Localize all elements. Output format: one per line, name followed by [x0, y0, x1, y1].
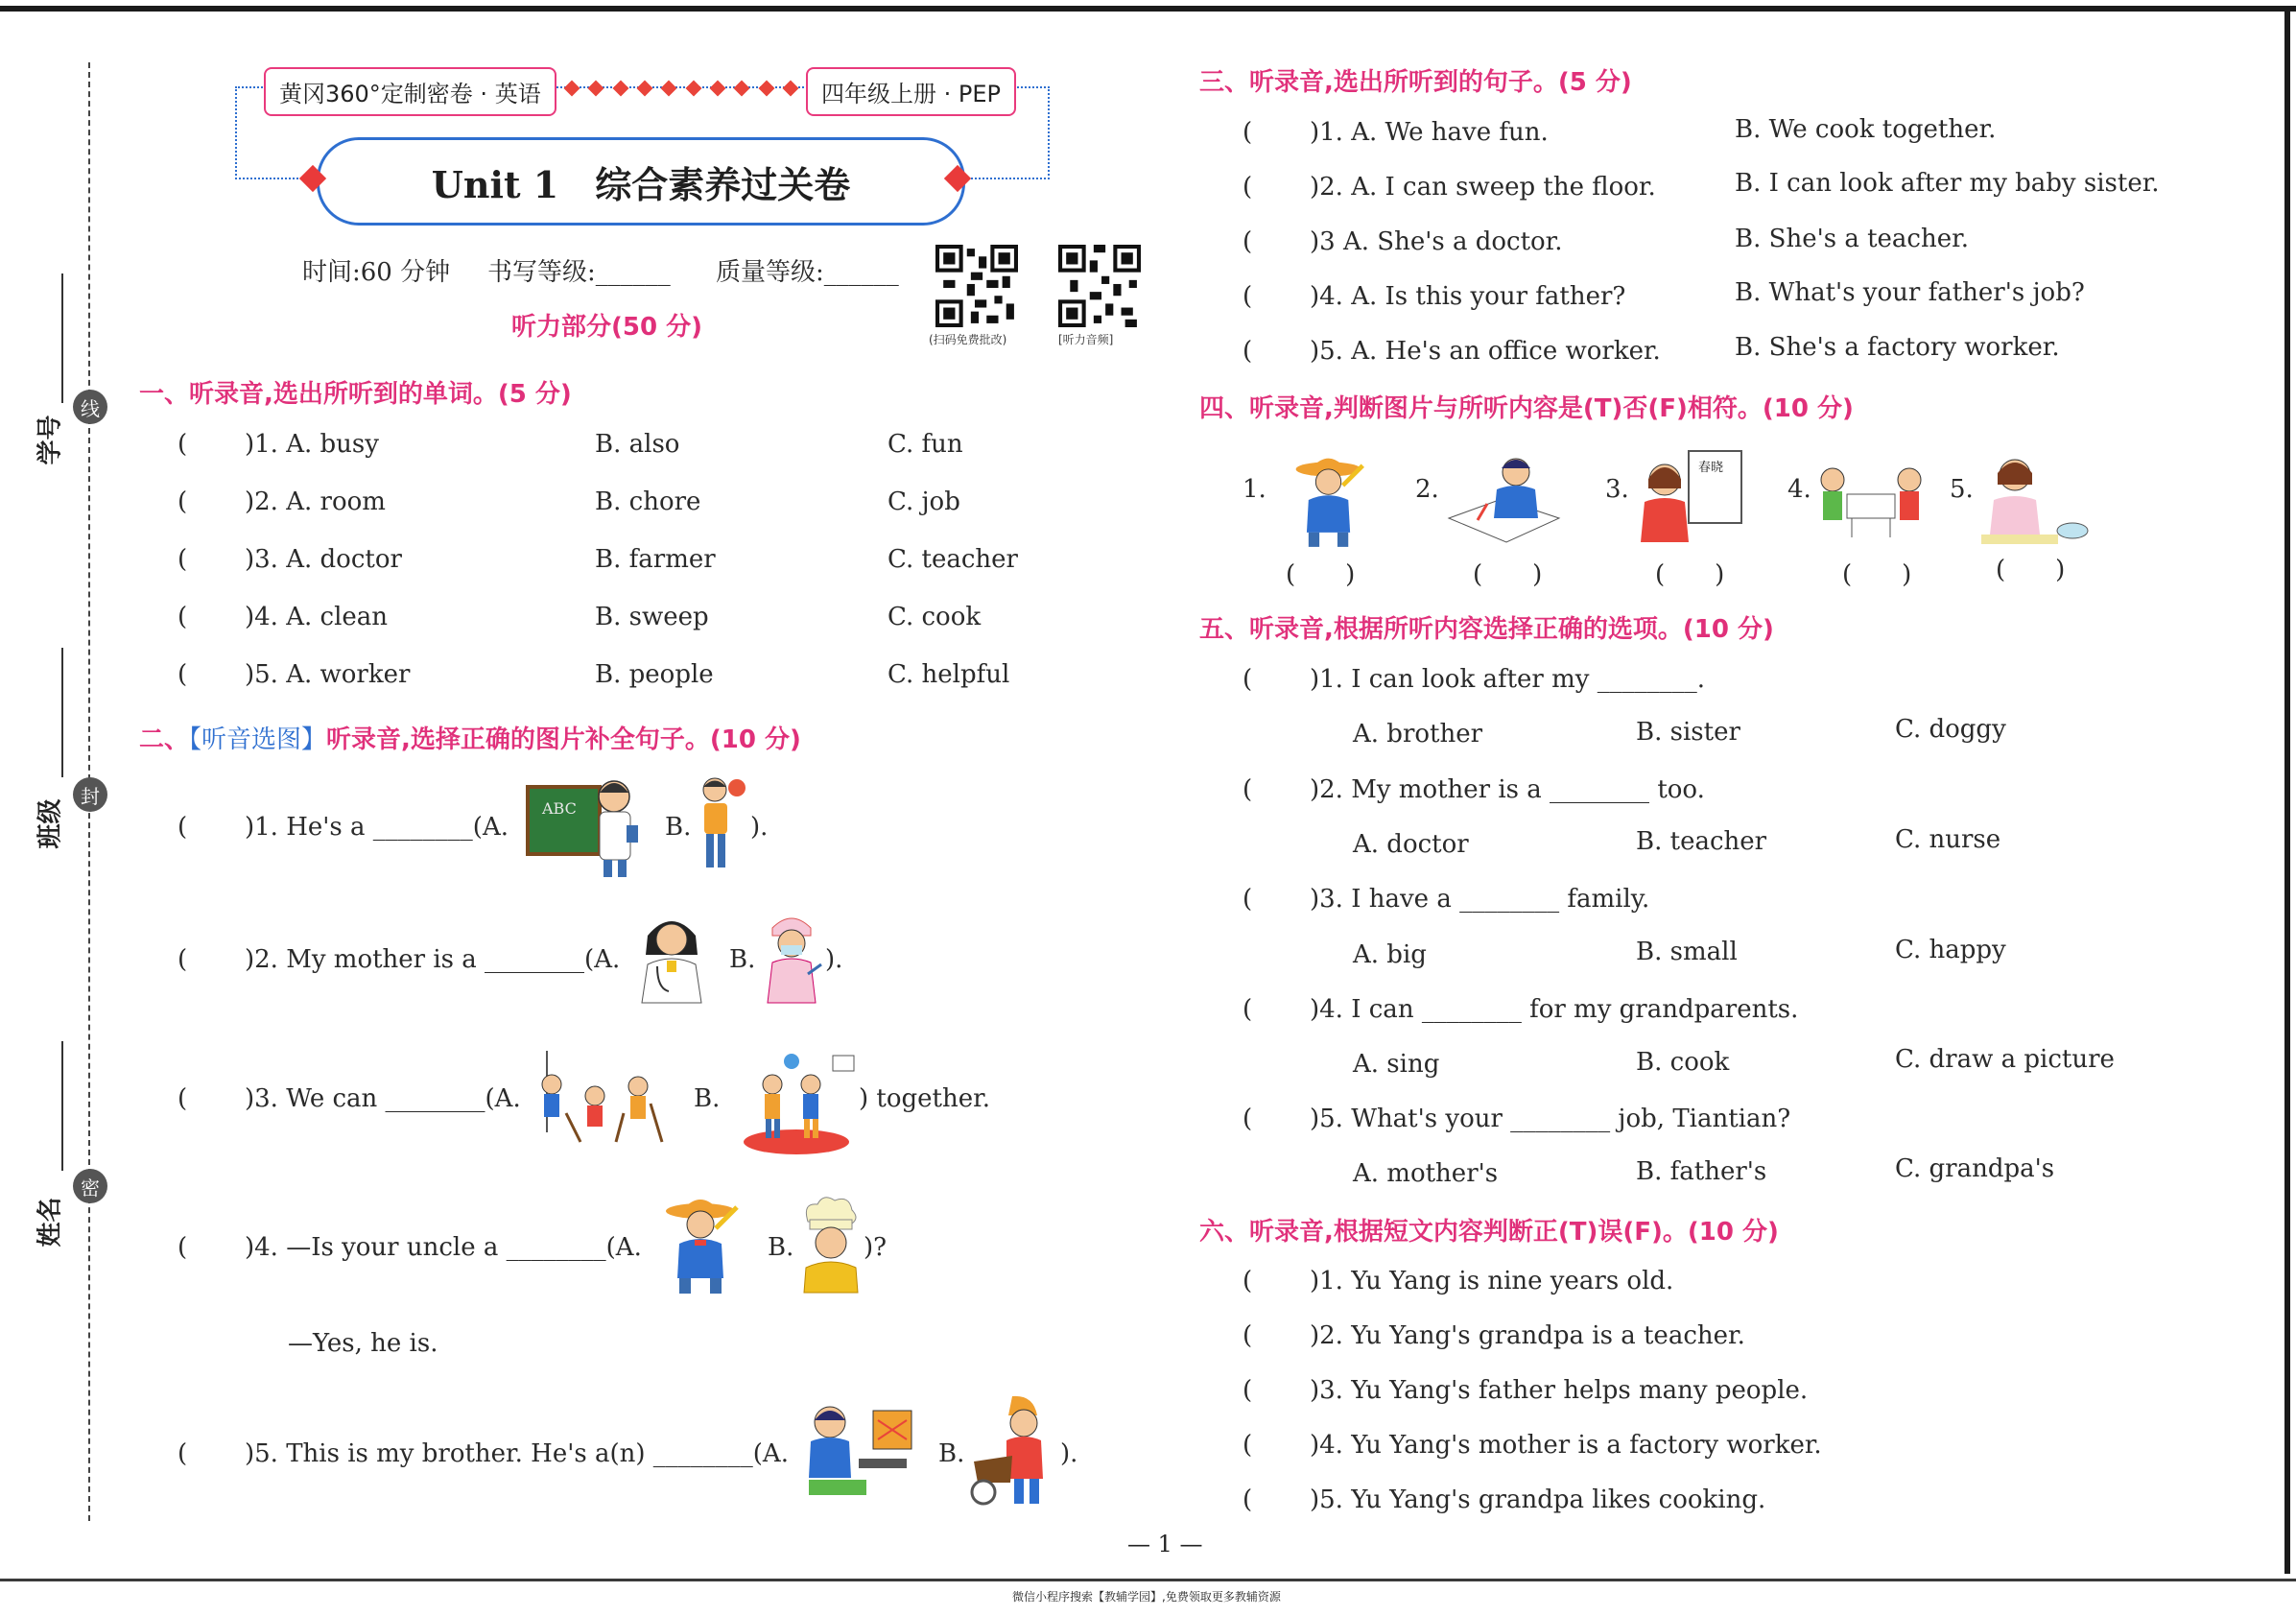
- s4-answer-paren-3: ( ): [1655, 560, 1725, 589]
- s2-q1-text: )1. He's a ________(A.: [245, 813, 509, 842]
- s5-q3-b: B. small: [1636, 938, 1738, 966]
- s4-label-5: 5.: [1950, 475, 1974, 504]
- s5-q2-a: A. doctor: [1353, 830, 1469, 859]
- s4-farmer-picture: [1290, 446, 1367, 552]
- s2-q3-b-label: B.: [694, 1084, 721, 1113]
- s1-q1-a: )1. A. busy: [245, 430, 379, 459]
- s2-q1-close: ).: [750, 813, 769, 842]
- answer-paren: (: [178, 603, 188, 631]
- s6-q1: )1. Yu Yang is nine years old.: [1310, 1267, 1674, 1295]
- s4-answer-paren-4: ( ): [1842, 560, 1912, 589]
- s4-drawing-picture: [1444, 451, 1569, 547]
- s4-teacher-picture: [1631, 446, 1746, 552]
- binding-mark-seal: 封: [73, 777, 107, 812]
- s4-chess-picture: [1813, 461, 1929, 542]
- s2-q4-answer: —Yes, he is.: [288, 1329, 438, 1358]
- s5-q5-c: C. grandpa's: [1895, 1154, 2055, 1183]
- s3-q5-b: B. She's a factory worker.: [1735, 333, 2060, 362]
- s4-cooking-picture: [1976, 446, 2092, 552]
- s2-q2-text: )2. My mother is a ________(A.: [245, 945, 621, 974]
- s2-q5-close: ).: [1060, 1439, 1078, 1468]
- s1-q4-a: )4. A. clean: [245, 603, 389, 631]
- s5-q5-stem: )5. What's your ________ job, Tiantian?: [1310, 1105, 1791, 1133]
- answer-paren: (: [1243, 885, 1253, 914]
- s3-q1-a: )1. A. We have fun.: [1310, 118, 1549, 147]
- playing-basketball-picture: [739, 1046, 859, 1156]
- s1-q5-c: C. helpful: [888, 660, 1010, 689]
- s3-q4-b: B. What's your father's job?: [1735, 278, 2085, 307]
- name-label: 姓名: [36, 1197, 65, 1248]
- qr-caption-grading: (扫码免费批改): [929, 333, 1007, 346]
- s3-q4-a: )4. A. Is this your father?: [1310, 282, 1626, 311]
- s4-answer-paren-2: ( ): [1473, 560, 1543, 589]
- section5-title: 五、听录音,根据所听内容选择正确的选项。(10 分): [1199, 615, 1774, 644]
- s1-q5-a: )5. A. worker: [245, 660, 411, 689]
- writing-grade: 书写等级:______: [487, 258, 671, 287]
- class-label: 班级: [36, 798, 65, 849]
- right-border: [2284, 10, 2290, 1574]
- answer-paren: (: [178, 660, 188, 689]
- s3-q5-a: )5. A. He's an office worker.: [1310, 337, 1661, 366]
- s4-label-2: 2.: [1415, 475, 1439, 504]
- student-id-write-line: [61, 273, 63, 403]
- answer-paren: (: [178, 545, 188, 574]
- office-worker-picture: [801, 1401, 916, 1502]
- s3-q3-a: )3 A. She's a doctor.: [1310, 227, 1563, 256]
- section1-title: 一、听录音,选出所听到的单词。(5 分): [139, 380, 572, 409]
- s2-q4-b-label: B.: [768, 1233, 794, 1262]
- answer-paren: (: [1243, 1431, 1253, 1460]
- s5-q4-stem: )4. I can ________ for my grandparents.: [1310, 995, 1799, 1024]
- answer-paren: (: [178, 945, 188, 974]
- s5-q5-b: B. father's: [1636, 1157, 1767, 1186]
- s1-q1-b: B. also: [595, 430, 680, 459]
- s2-q1-b-label: B.: [665, 813, 692, 842]
- s3-q2-a: )2. A. I can sweep the floor.: [1310, 173, 1656, 202]
- answer-paren: (: [1243, 1376, 1253, 1405]
- s1-q3-c: C. teacher: [888, 545, 1018, 574]
- s2-q2-b-label: B.: [729, 945, 756, 974]
- diamond-chain: [566, 83, 796, 96]
- s2-q2-close: ).: [825, 945, 843, 974]
- s1-q4-c: C. cook: [888, 603, 982, 631]
- s5-q4-c: C. draw a picture: [1895, 1045, 2115, 1074]
- s5-q2-stem: )2. My mother is a ________ too.: [1310, 775, 1705, 804]
- s5-q4-a: A. sing: [1353, 1050, 1440, 1079]
- section3-title: 三、听录音,选出所听到的句子。(5 分): [1199, 68, 1632, 97]
- s4-answer-paren-5: ( ): [1996, 556, 2066, 584]
- section6-title: 六、听录音,根据短文内容判断正(T)误(F)。(10 分): [1199, 1218, 1779, 1247]
- s1-q4-b: B. sweep: [595, 603, 709, 631]
- s1-q2-b: B. chore: [595, 487, 701, 516]
- answer-paren: (: [178, 487, 188, 516]
- s6-q2: )2. Yu Yang's grandpa is a teacher.: [1310, 1321, 1745, 1350]
- s5-q2-b: B. teacher: [1636, 827, 1767, 856]
- s6-q3: )3. Yu Yang's father helps many people.: [1310, 1376, 1809, 1405]
- answer-paren: (: [178, 1084, 188, 1113]
- farmer-picture: [660, 1190, 742, 1295]
- section2-title-rest: 听录音,选择正确的图片补全句子。(10 分): [326, 725, 801, 754]
- footer-note: 微信小程序搜索【教辅学园】,免费领取更多教辅资源: [1012, 1590, 1281, 1604]
- s3-q3-b: B. She's a teacher.: [1735, 225, 1969, 253]
- svg-text:ABC: ABC: [542, 799, 577, 818]
- answer-paren: (: [1243, 1485, 1253, 1514]
- answer-paren: (: [1243, 118, 1253, 147]
- answer-paren: (: [1243, 227, 1253, 256]
- qr-caption-audio: [听力音频]: [1058, 333, 1114, 346]
- answer-paren: (: [1243, 282, 1253, 311]
- s4-label-4: 4.: [1787, 475, 1811, 504]
- s5-q1-stem: )1. I can look after my ________.: [1310, 665, 1705, 694]
- s1-q2-c: C. job: [888, 487, 960, 516]
- student-id-label: 学号: [36, 415, 65, 465]
- section2-title-prefix: 二、: [139, 725, 190, 754]
- answer-paren: (: [1243, 1321, 1253, 1350]
- class-write-line: [61, 648, 63, 777]
- s2-q5-text: )5. This is my brother. He's a(n) ________(A.: [245, 1439, 789, 1468]
- exam-time: 时间:60 分钟: [302, 258, 451, 287]
- s1-q3-a: )3. A. doctor: [245, 545, 402, 574]
- answer-paren: (: [178, 1233, 188, 1262]
- cook-picture: [796, 1193, 864, 1294]
- s1-q5-b: B. people: [595, 660, 714, 689]
- s4-label-1: 1.: [1243, 475, 1266, 504]
- s3-q2-b: B. I can look after my baby sister.: [1735, 169, 2160, 198]
- answer-paren: (: [178, 1439, 188, 1468]
- s5-q2-c: C. nurse: [1895, 825, 2001, 854]
- grade-tag: 四年级上册 · PEP: [806, 67, 1016, 116]
- binding-mark-secret: 密: [73, 1169, 107, 1203]
- qr-code-audio[interactable]: [1058, 245, 1141, 327]
- s4-answer-paren-1: ( ): [1286, 560, 1356, 589]
- s6-q5: )5. Yu Yang's grandpa likes cooking.: [1310, 1485, 1766, 1514]
- answer-paren: (: [1243, 665, 1253, 694]
- nurse-picture: [758, 907, 825, 1008]
- answer-paren: (: [1243, 995, 1253, 1024]
- s2-q3-text: )3. We can ________(A.: [245, 1084, 521, 1113]
- s5-q3-stem: )3. I have a ________ family.: [1310, 885, 1650, 914]
- answer-paren: (: [1243, 337, 1253, 366]
- s2-q4-close: )?: [864, 1233, 888, 1262]
- s1-q2-a: )2. A. room: [245, 487, 386, 516]
- s5-q3-c: C. happy: [1895, 936, 2006, 964]
- section4-title: 四、听录音,判断图片与所听内容是(T)否(F)相符。(10 分): [1199, 394, 1854, 423]
- s5-q5-a: A. mother's: [1353, 1159, 1499, 1188]
- s6-q4: )4. Yu Yang's mother is a factory worker.: [1310, 1431, 1822, 1460]
- section2-title: [139, 720, 801, 755]
- doctor-picture: [628, 907, 715, 1008]
- bottom-border: [0, 1579, 2296, 1581]
- teacher-picture: [523, 768, 643, 878]
- s2-q4-text: )4. —Is your uncle a ________(A.: [245, 1233, 642, 1262]
- answer-paren: (: [1243, 173, 1253, 202]
- s2-q5-b-label: B.: [938, 1439, 965, 1468]
- answer-paren: (: [1243, 1105, 1253, 1133]
- sweeping-picture: [528, 1046, 672, 1147]
- quality-grade: 质量等级:______: [716, 258, 899, 287]
- s5-q1-b: B. sister: [1636, 718, 1740, 747]
- page-title: Unit 1 综合素养过关卷: [431, 162, 851, 206]
- s5-q4-b: B. cook: [1636, 1048, 1730, 1077]
- binding-mark-line: 线: [73, 390, 107, 424]
- s4-label-3: 3.: [1605, 475, 1629, 504]
- s5-q1-c: C. doggy: [1895, 715, 2006, 744]
- s1-q1-c: C. fun: [888, 430, 963, 459]
- answer-paren: (: [178, 430, 188, 459]
- series-tag: 黄冈360°定制密卷 · 英语: [264, 67, 556, 116]
- qr-code-grading[interactable]: [935, 245, 1018, 327]
- s3-q1-b: B. We cook together.: [1735, 115, 1997, 144]
- listening-part-heading: 听力部分(50 分): [511, 313, 702, 342]
- factory-worker-picture: [964, 1387, 1060, 1511]
- name-write-line: [61, 1041, 63, 1171]
- s4-board-text: 春晓: [1698, 461, 1724, 475]
- section2-title-tag: 【听音选图】: [189, 725, 327, 754]
- title-box: [317, 137, 965, 226]
- answer-paren: (: [178, 813, 188, 842]
- answer-paren: (: [1243, 1267, 1253, 1295]
- s5-q1-a: A. brother: [1353, 720, 1483, 749]
- s5-q3-a: A. big: [1353, 940, 1427, 969]
- s1-q3-b: B. farmer: [595, 545, 716, 574]
- basketball-player-picture: [691, 772, 748, 873]
- s2-q3-close: ) together.: [859, 1084, 990, 1113]
- top-border: [0, 6, 2296, 12]
- page-number: — 1 —: [1127, 1531, 1203, 1557]
- answer-paren: (: [1243, 775, 1253, 804]
